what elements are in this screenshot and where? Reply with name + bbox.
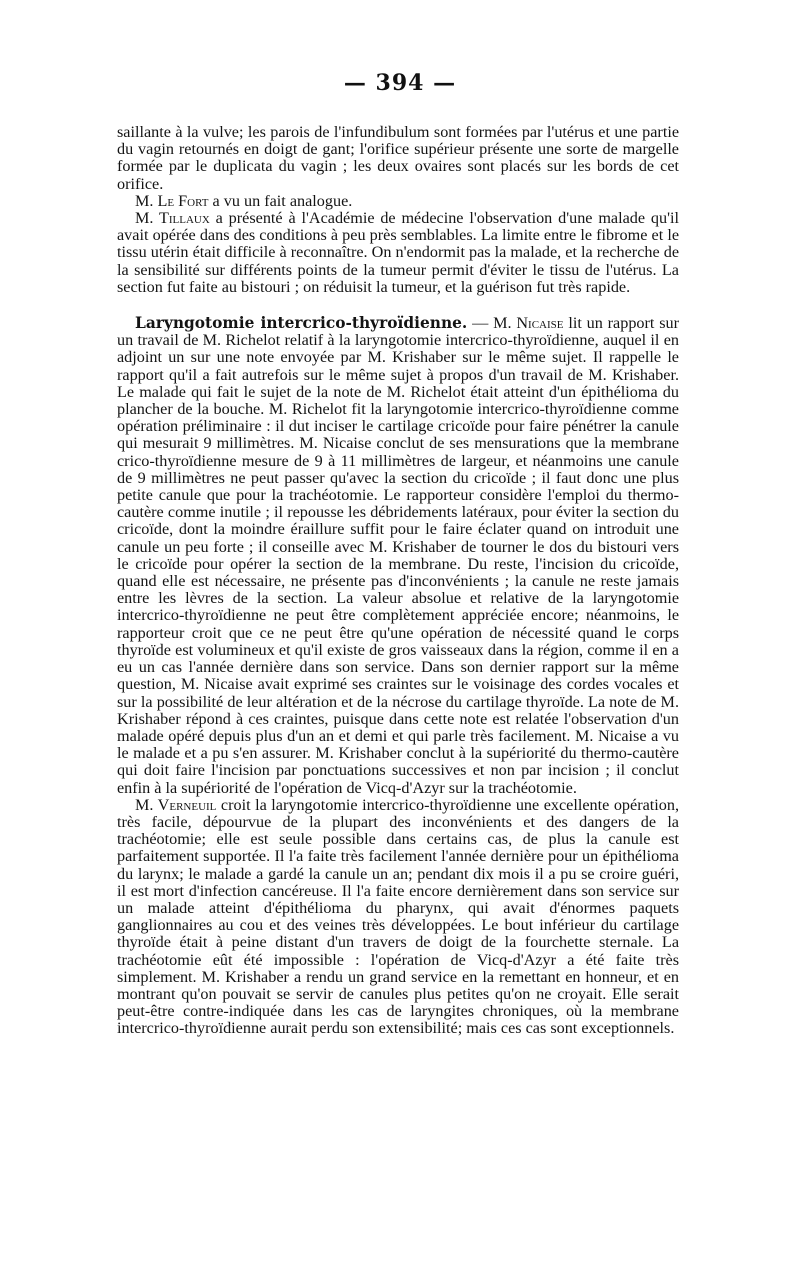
speaker-name: M. Nicaise <box>493 314 564 333</box>
paragraph-le-fort <box>117 193 679 210</box>
paragraph-text: a vu un fait analogue. <box>208 191 353 210</box>
body-text <box>117 124 679 1038</box>
section-heading: Laryngotomie intercrico-thyroïdienne. <box>135 314 468 333</box>
paragraph-continuation: saillante à la vulve; les parois de l'infundibulum sont formées par l'utérus et une partie du vagin retournés en doigt de gant; l'orifice supérieur présente une sorte de margelle formée par le duplicata du vagin ; les deux ovaires sont placés sur les bords de cet orifice. <box>117 123 679 193</box>
paragraph-tillaux <box>117 210 679 296</box>
paragraph-text: croit la laryngotomie intercrico-thyroïdienne une excellente opération, très facile, dépourvue de la plupart des inconvénients et des dangers de la trachéotomie; elle est seule possible dans certains cas, de plus la canule est parfaitement supportée. Il l'a faite très facilement l'année dernière pour un épithélioma du larynx; le malade a gardé la canule un an; pendant dix mois il a pu se croire guéri, il est mort d'infection cancéreuse. Il l'a faite encore dernièrement dans son service sur un malade atteint d'épithélioma du pharynx, qui avait d'énormes paquets ganglionnaires au cou et des veines très développées. Le bout inférieur du cartilage thyroïde était à peine distant d'un travers de doigt de la fourchette sternale. La trachéotomie eût été impossible : l'opération de Vicq-d'Azyr a été faite très simplement. M. Krishaber a rendu un grand service en la remettant en honneur, et en montrant qu'on pouvait se servir de canules plus petites qu'on ne croyait. Elle serait peut-être contre-indiquée dans les cas de laryngites chroniques, où la membrane intercrico-thyroïdienne aurait perdu son extensibilité; mais ces cas sont exceptionnels. <box>117 795 679 1038</box>
paragraph-verneuil <box>117 797 679 1038</box>
speaker-name: M. Verneuil <box>135 795 217 814</box>
paragraph-text: lit un rapport sur un travail de M. Richelot relatif à la laryngotomie intercrico-thyroïdienne, auquel il en adjoint un sur une note envoyée par M. Krishaber sur le même sujet. Il rappelle le rapport qu'il a fait autrefois sur le même sujet à propos d'un travail de M. Krishaber. Le malade qui fait le sujet de la note de M. Richelot était atteint d'un épithélioma du plancher de la bouche. M. Richelot fit la laryngotomie intercrico-thyroïdienne comme opération préliminaire : il dut inciser le cartilage cricoïde pour faire pénétrer la canule qui mesurait 9 millimètres. M. Nicaise conclut de ses mensurations que la membrane crico-thyroïdienne mesure de 9 à 11 millimètres de largeur, et néanmoins une canule de 9 millimètres ne peut passer qu'avec la section du cricoïde ; il faut donc une plus petite canule que pour la trachéotomie. Le rapporteur considère l'emploi du thermo-cautère comme inutile ; il repousse les débridements latéraux, pour éviter la section du cricoïde, dont la moindre éraillure suffit pour le faire éclater quand on introduit une canule un peu forte ; il conseille avec M. Krishaber de tourner le dos du bistouri vers le cricoïde pour opérer la section de la membrane. Du reste, l'incision du cricoïde, quand elle est nécessaire, ne présente pas d'inconvénients ; la canule ne reste jamais entre les lèvres de la section. La valeur absolue et relative de la laryngotomie intercrico-thyroïdienne ne peut être complètement appréciée encore; néanmoins, le rapporteur croit que ce ne peut être qu'une opération de nécessité quand le corps thyroïde est volumineux et qu'il existe de gros vaisseaux dans la région, comme il en a eu un cas l'année dernière dans son service. Dans son dernier rapport sur la même question, M. Nicaise avait exprimé ses craintes sur le voisinage des cordes vocales et sur la possibilité de leur altération et de la nécrose du cartilage thyroïde. La note de M. Krishaber répond à ces craintes, puisque dans cette note est relatée l'observation d'un malade opéré depuis plus d'un an et demi et qui parle très facilement. M. Nicaise a vu le malade et a pu s'en assurer. M. Krishaber conclut à la supériorité du thermo-cautère qui doit faire l'incision par ponctuations successives et non par incision ; il conclut enfin à la supériorité de l'opération de Vicq-d'Azyr sur la trachéotomie. <box>117 314 679 797</box>
speaker-name: M. Le Fort <box>135 191 209 210</box>
paragraph-laryngotomie <box>117 315 679 797</box>
page-number: — 394 — <box>343 70 457 96</box>
speaker-name: M. Tillaux <box>135 209 210 228</box>
paragraph-text: a présenté à l'Académie de médecine l'observation d'une malade qu'il avait opérée dans des conditions à peu près semblables. La limite entre le fibrome et le tissu utérin était difficile à reconnaître. On n'endormit pas la malade, et la recherche de la sensibilité sur différents points de la tumeur permit d'éviter le tissu de l'utérus. La section fut faite au bistouri ; on réduisit la tumeur, et la guérison fut très rapide. <box>117 209 679 296</box>
heading-dash: — <box>467 314 494 333</box>
